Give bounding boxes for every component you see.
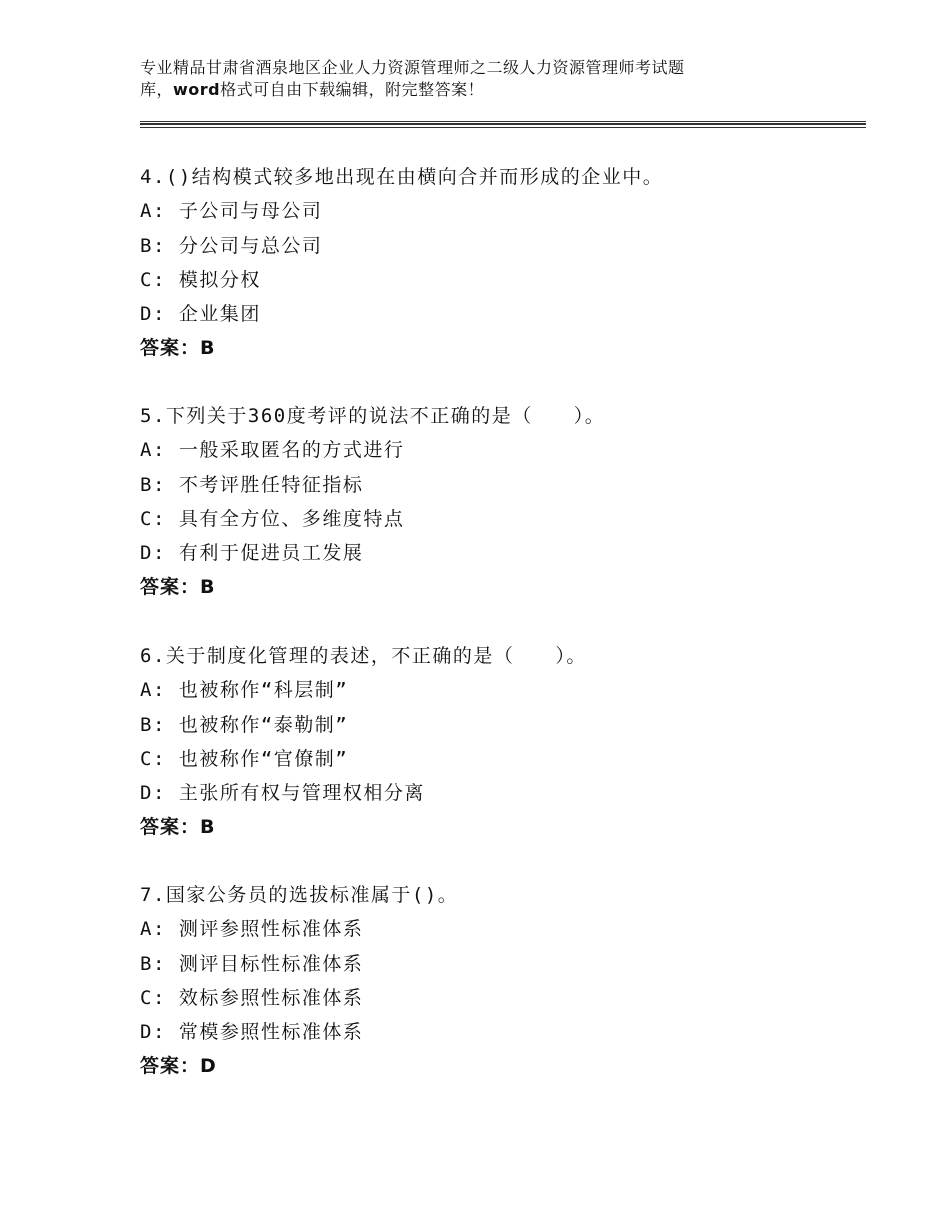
question-stem: 5.下列关于360度考评的说法不正确的是（ ）。	[140, 405, 606, 427]
option-c: C: 具有全方位、多维度特点	[140, 507, 405, 530]
question-stem: 7.国家公务员的选拔标准属于()。	[140, 884, 459, 906]
header-line-2	[140, 79, 840, 101]
option-d: D: 有利于促进员工发展	[140, 542, 364, 565]
question-stem: 6.关于制度化管理的表述，不正确的是（ ）。	[140, 645, 587, 667]
option-a: A: 测评参照性标准体系	[140, 918, 364, 941]
option-d: D: 企业集团	[140, 303, 261, 326]
document-header	[140, 57, 840, 101]
option-a: A: 也被称作“科层制”	[140, 679, 349, 702]
option-d: D: 常模参照性标准体系	[140, 1021, 364, 1044]
header-line-1: 专业精品甘肃省酒泉地区企业人力资源管理师之二级人力资源管理师考试题	[140, 58, 685, 77]
header-divider-middle	[140, 123, 866, 125]
option-b: B: 分公司与总公司	[140, 234, 323, 257]
answer: 答案：D	[140, 1055, 217, 1078]
header-line-2-prefix: 库，	[140, 80, 174, 99]
answer: 答案：B	[140, 816, 216, 839]
header-divider-bottom	[140, 127, 866, 128]
question-6	[140, 639, 860, 845]
option-c: C: 也被称作“官僚制”	[140, 747, 349, 770]
answer: 答案：B	[140, 337, 216, 360]
question-stem: 4.()结构模式较多地出现在由横向合并而形成的企业中。	[140, 166, 664, 188]
header-divider-top	[140, 121, 866, 122]
question-4	[140, 160, 860, 366]
option-c: C: 模拟分权	[140, 268, 261, 291]
header-line-2-suffix: 格式可自由下载编辑，附完整答案！	[220, 80, 485, 99]
question-7	[140, 878, 860, 1084]
option-b: B: 也被称作“泰勒制”	[140, 713, 349, 736]
option-a: A: 一般采取匿名的方式进行	[140, 439, 405, 462]
answer: 答案：B	[140, 576, 216, 599]
option-b: B: 测评目标性标准体系	[140, 952, 364, 975]
option-b: B: 不考评胜任特征指标	[140, 473, 364, 496]
header-line-2-bold: word	[173, 80, 221, 99]
question-5	[140, 399, 860, 605]
option-c: C: 效标参照性标准体系	[140, 986, 364, 1009]
option-d: D: 主张所有权与管理权相分离	[140, 782, 425, 805]
option-a: A: 子公司与母公司	[140, 200, 323, 223]
